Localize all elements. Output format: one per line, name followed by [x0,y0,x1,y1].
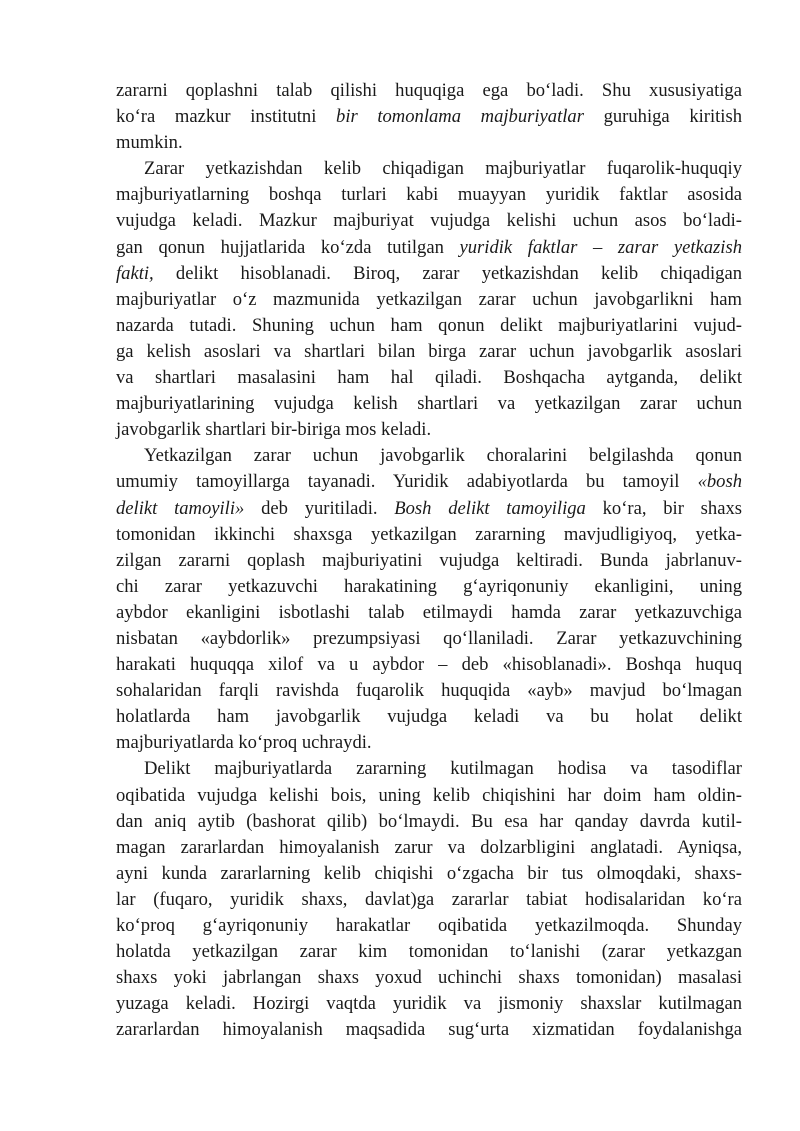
text-segment: ayni kunda zararlarning kelib chiqishi o‘zgacha bir tus olmoqdaki, shaxs- [116,862,742,884]
text-line [116,365,742,391]
text-segment: deb yuritiladi. [244,497,395,519]
text-line [116,130,742,156]
text-line [116,913,742,939]
text-line [116,78,742,104]
text-line [116,939,742,965]
text-line [116,574,742,600]
text-segment: va shartlari masalasini ham hal qiladi. Boshqacha aytganda, delikt [116,367,742,389]
text-segment: chi zarar yetkazuvchi harakatining g‘ayriqonuniy ekanligini, uning [116,575,742,597]
text-segment: Zarar yetkazishdan kelib chiqadigan majburiyatlar fuqarolik-huquqiy [144,158,742,180]
italic-text-segment: bir tomonlama majburiyatlar [336,106,584,128]
text-segment: aybdor ekanligini isbotlashi talab etilmaydi hamda zarar yetkazuvchiga [116,601,742,623]
text-line [116,991,742,1017]
text-segment: umumiy tamoyillarga tayanadi. Yuridik adabiyotlarda bu tamoyil [116,471,698,493]
text-line [116,313,742,339]
italic-text-segment: Bosh delikt tamoyiliga [394,497,586,519]
text-line [116,600,742,626]
text-segment: dan aniq aytib (bashorat qilib) bo‘lmaydi. Bu esa har qanday davrda kutil- [116,810,742,832]
text-segment: holatlarda ham javobgarlik vujudga keladi va bu holat delikt [116,706,742,728]
text-line [116,182,742,208]
text-segment: ko‘ra mazkur institutni [116,106,337,128]
text-line [116,1017,742,1043]
text-segment: shaxs yoki jabrlangan shaxs yoxud uchinchi shaxs tomonidan) masalasi [116,967,742,989]
text-segment: zararni qoplashni talab qilishi huquqiga ega bo‘ladi. Shu xususiyatiga [116,80,742,101]
text-line [116,704,742,730]
text-line [116,548,742,574]
text-line [116,104,742,130]
text-line [116,756,742,782]
text-line [116,861,742,887]
text-line [116,678,742,704]
text-line [116,208,742,234]
text-segment: majburiyatlarining vujudga kelish shartlari va yetkazilgan zarar uchun [116,393,742,415]
text-line [116,626,742,652]
text-line [116,730,742,756]
text-segment: holatda yetkazilgan zarar kim tomonidan to‘lanishi (zarar yetkazgan [116,941,742,963]
text-line [116,261,742,287]
text-line [116,522,742,548]
text-segment: majburiyatlarda ko‘proq uchraydi. [116,732,372,754]
text-segment: guruhiga kiritish [583,106,742,128]
text-line [116,391,742,417]
text-segment: oqibatida vujudga kelishi bois, uning kelib chiqishini har doim ham oldin- [116,784,742,806]
text-segment: vujudga keladi. Mazkur majburiyat vujudga kelishi uchun asos bo‘ladi- [116,210,742,232]
text-line [116,652,742,678]
text-line [116,339,742,365]
text-line [116,496,742,522]
text-segment: harakati huquqqa xilof va u aybdor – deb «hisoblanadi». Boshqa huquq [116,654,742,676]
text-segment: Delikt majburiyatlarda zararning kutilmagan hodisa va tasodiflar [144,758,742,780]
text-line [116,835,742,861]
text-segment: Yetkazilgan zarar uchun javobgarlik choralarini belgilashda qonun [144,445,742,467]
text-segment: ko‘proq g‘ayriqonuniy harakatlar oqibatida yetkazilmoqda. Shunday [116,915,742,936]
italic-text-segment: fakti, [116,262,154,284]
text-segment: zararlardan himoyalanish maqsadida sug‘urta xizmatidan foydalanishga [116,1019,742,1041]
text-segment: gan qonun hujjatlarida ko‘zda tutilgan [116,236,460,258]
text-segment: nisbatan «aybdorlik» prezumpsiyasi qo‘llaniladi. Zarar yetkazuvchining [116,627,742,649]
text-segment: yuzaga keladi. Hozirgi vaqtda yuridik va jismoniy shaxslar kutilmagan [116,993,742,1015]
text-segment: majburiyatlar o‘z mazmunida yetkazilgan zarar uchun javobgarlikni ham [116,288,742,310]
text-segment: mumkin. [116,132,183,154]
text-line [116,235,742,261]
italic-text-segment: «bosh [697,471,742,493]
text-segment: tomonidan ikkinchi shaxsga yetkazilgan zararning mavjudligiyoq, yetka- [116,523,742,545]
text-segment: delikt hisoblanadi. Biroq, zarar yetkazishdan kelib chiqadigan [153,262,742,284]
text-segment: lar (fuqaro, yuridik shaxs, davlat)ga zararlar tabiat hodisalaridan ko‘ra [116,888,742,910]
text-line [116,417,742,443]
text-segment: zilgan zararni qoplash majburiyatini vujudga keltiradi. Bunda jabrlanuv- [116,549,742,571]
text-line [116,469,742,495]
text-segment: sohalaridan farqli ravishda fuqarolik huquqida «ayb» mavjud bo‘lmagan [116,680,742,702]
text-line [116,809,742,835]
text-line [116,287,742,313]
text-segment: ko‘ra, bir shaxs [585,497,742,519]
text-line [116,156,742,182]
text-segment: javobgarlik shartlari bir-biriga mos keladi. [116,419,432,441]
text-line [116,783,742,809]
text-segment: magan zararlardan himoyalanish zarur va dolzarbligini anglatadi. Ayniqsa, [116,836,742,858]
text-segment: nazarda tutadi. Shuning uchun ham qonun delikt majburiyatlarini vujud- [116,314,742,336]
text-segment: ga kelish asoslari va shartlari bilan birga zarar uchun javobgarlik asoslari [116,340,742,362]
text-line [116,965,742,991]
italic-text-segment: delikt tamoyili» [116,497,245,519]
italic-text-segment: yuridik faktlar – zarar yetkazish [459,236,742,258]
text-line [116,443,742,469]
text-segment: majburiyatlarning boshqa turlari kabi muayyan yuridik faktlar asosida [116,184,742,206]
document-page [116,78,742,1043]
text-line [116,887,742,913]
